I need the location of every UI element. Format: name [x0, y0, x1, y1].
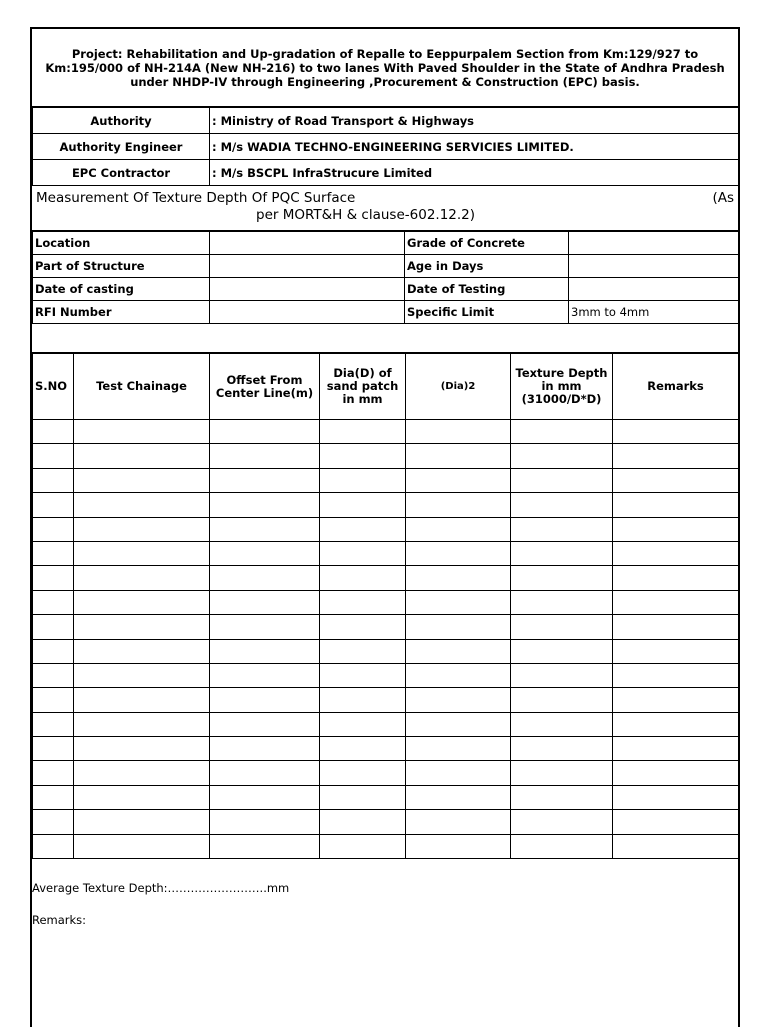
table-cell[interactable] [210, 761, 320, 785]
info-label: Age in Days [405, 255, 569, 278]
form-sheet [30, 27, 740, 1027]
table-cell[interactable] [406, 468, 511, 492]
table-cell[interactable] [210, 639, 320, 663]
table-row [33, 810, 739, 834]
table-cell[interactable] [210, 444, 320, 468]
table-cell[interactable] [210, 420, 320, 444]
table-cell[interactable] [511, 517, 613, 541]
table-cell[interactable] [511, 712, 613, 736]
table-row [33, 566, 739, 590]
table-cell[interactable] [613, 444, 739, 468]
org-key: EPC Contractor [33, 160, 210, 186]
table-cell[interactable] [613, 566, 739, 590]
info-row [33, 232, 739, 255]
table-cell[interactable] [320, 493, 406, 517]
info-label: Date of casting [33, 278, 210, 301]
table-row [33, 493, 739, 517]
info-table [32, 231, 739, 324]
table-cell[interactable] [33, 834, 74, 858]
table-cell[interactable] [33, 663, 74, 687]
info-value-field[interactable] [210, 301, 405, 324]
remarks-label: Remarks: [32, 913, 87, 927]
table-cell[interactable] [74, 663, 210, 687]
heading-as: (As [712, 190, 734, 206]
info-label: RFI Number [33, 301, 210, 324]
info-label: Grade of Concrete [405, 232, 569, 255]
table-cell[interactable] [320, 444, 406, 468]
org-value: : M/s BSCPL InfraStrucure Limited [210, 160, 739, 186]
measurement-table [32, 353, 739, 859]
col-header-remarks: Remarks [613, 354, 739, 420]
table-cell[interactable] [613, 468, 739, 492]
org-row-authority-engineer [33, 134, 739, 160]
table-cell[interactable] [33, 590, 74, 614]
table-cell[interactable] [511, 785, 613, 809]
table-cell[interactable] [33, 785, 74, 809]
table-cell[interactable] [511, 566, 613, 590]
table-cell[interactable] [33, 810, 74, 834]
table-cell[interactable] [511, 590, 613, 614]
col-header-dia: Dia(D) of sand patch in mm [320, 354, 406, 420]
info-value-field[interactable] [569, 232, 739, 255]
table-cell[interactable] [33, 566, 74, 590]
info-label: Part of Structure [33, 255, 210, 278]
col-header-dia-squared: (Dia)2 [406, 354, 511, 420]
table-cell[interactable] [320, 517, 406, 541]
table-cell[interactable] [74, 468, 210, 492]
info-row [33, 301, 739, 324]
info-value-field[interactable] [210, 278, 405, 301]
table-cell[interactable] [511, 663, 613, 687]
org-key: Authority Engineer [33, 134, 210, 160]
table-cell[interactable] [320, 834, 406, 858]
table-cell[interactable] [210, 493, 320, 517]
table-cell[interactable] [210, 566, 320, 590]
heading-title: Measurement Of Texture Depth Of PQC Surface [36, 190, 356, 206]
table-cell[interactable] [210, 785, 320, 809]
table-cell[interactable] [406, 712, 511, 736]
project-text: Project: Rehabilitation and Up-gradation of Repalle to Eeppurpalem Section from Km:129/927 to Km:195/000 of NH-214A (New NH-216) to two lanes With Paved Shoulder in the State of Andhra Pradesh under NHDP-IV through Engineering ,Procurement & Construction (EPC) basis. [45, 46, 725, 89]
table-cell[interactable] [33, 737, 74, 761]
table-cell[interactable] [210, 541, 320, 565]
table-cell[interactable] [406, 785, 511, 809]
info-row [33, 255, 739, 278]
table-row [33, 834, 739, 858]
table-cell[interactable] [33, 615, 74, 639]
table-cell[interactable] [613, 420, 739, 444]
table-cell[interactable] [511, 493, 613, 517]
table-cell[interactable] [33, 639, 74, 663]
table-cell[interactable] [613, 493, 739, 517]
table-cell[interactable] [613, 615, 739, 639]
table-cell[interactable] [320, 663, 406, 687]
col-header-offset: Offset From Center Line(m) [210, 354, 320, 420]
table-cell[interactable] [613, 761, 739, 785]
table-cell[interactable] [406, 615, 511, 639]
table-cell[interactable] [210, 517, 320, 541]
info-value-field[interactable] [569, 278, 739, 301]
organization-table [32, 107, 739, 186]
table-cell[interactable] [406, 493, 511, 517]
specific-limit-value[interactable]: 3mm to 4mm [569, 301, 739, 324]
table-row [33, 468, 739, 492]
table-cell[interactable] [74, 444, 210, 468]
org-key: Authority [33, 108, 210, 134]
col-header-test-chainage: Test Chainage [74, 354, 210, 420]
table-cell[interactable] [406, 761, 511, 785]
table-cell[interactable] [406, 810, 511, 834]
table-cell[interactable] [320, 541, 406, 565]
table-cell[interactable] [210, 737, 320, 761]
table-cell[interactable] [613, 639, 739, 663]
info-value-field[interactable] [210, 255, 405, 278]
table-cell[interactable] [210, 615, 320, 639]
measurement-body [33, 420, 739, 859]
table-cell[interactable] [320, 737, 406, 761]
info-label: Date of Testing [405, 278, 569, 301]
table-cell[interactable] [406, 566, 511, 590]
table-cell[interactable] [74, 785, 210, 809]
table-cell[interactable] [320, 615, 406, 639]
table-cell[interactable] [406, 517, 511, 541]
table-cell[interactable] [511, 541, 613, 565]
table-cell[interactable] [511, 688, 613, 712]
table-row [33, 639, 739, 663]
table-cell[interactable] [511, 444, 613, 468]
table-cell[interactable] [74, 615, 210, 639]
table-cell[interactable] [210, 468, 320, 492]
table-row [33, 688, 739, 712]
table-cell[interactable] [511, 761, 613, 785]
table-cell[interactable] [613, 517, 739, 541]
table-cell[interactable] [320, 468, 406, 492]
table-row [33, 712, 739, 736]
table-cell[interactable] [210, 590, 320, 614]
org-value: : M/s WADIA TECHNO-ENGINEERING SERVICIES LIMITED. [210, 134, 739, 160]
table-cell[interactable] [613, 688, 739, 712]
table-cell[interactable] [210, 663, 320, 687]
table-cell[interactable] [210, 688, 320, 712]
table-cell[interactable] [406, 590, 511, 614]
table-cell[interactable] [210, 834, 320, 858]
table-cell[interactable] [33, 517, 74, 541]
table-cell[interactable] [406, 541, 511, 565]
project-description [32, 29, 738, 107]
col-header-sno: S.NO [33, 354, 74, 420]
table-cell[interactable] [511, 615, 613, 639]
table-cell[interactable] [511, 810, 613, 834]
info-label: Specific Limit [405, 301, 569, 324]
table-cell[interactable] [613, 663, 739, 687]
table-cell[interactable] [33, 688, 74, 712]
table-row [33, 420, 739, 444]
table-cell[interactable] [320, 785, 406, 809]
table-cell[interactable] [613, 785, 739, 809]
table-cell[interactable] [74, 834, 210, 858]
spacer-band [32, 323, 738, 353]
table-cell[interactable] [406, 688, 511, 712]
table-row [33, 541, 739, 565]
table-row [33, 590, 739, 614]
org-row-authority [33, 108, 739, 134]
table-cell[interactable] [74, 590, 210, 614]
info-label: Location [33, 232, 210, 255]
table-cell[interactable] [613, 737, 739, 761]
table-cell[interactable] [320, 761, 406, 785]
table-cell[interactable] [33, 420, 74, 444]
table-cell[interactable] [33, 468, 74, 492]
table-cell[interactable] [406, 737, 511, 761]
info-value-field[interactable] [569, 255, 739, 278]
measurement-header-row [33, 354, 739, 420]
table-cell[interactable] [74, 810, 210, 834]
info-row [33, 278, 739, 301]
table-cell[interactable] [33, 712, 74, 736]
table-cell[interactable] [74, 566, 210, 590]
table-row [33, 737, 739, 761]
table-cell[interactable] [74, 761, 210, 785]
table-cell[interactable] [320, 639, 406, 663]
table-cell[interactable] [74, 712, 210, 736]
table-cell[interactable] [511, 737, 613, 761]
table-cell[interactable] [74, 639, 210, 663]
table-cell[interactable] [74, 493, 210, 517]
table-cell[interactable] [210, 712, 320, 736]
table-row [33, 761, 739, 785]
table-cell[interactable] [74, 517, 210, 541]
table-cell[interactable] [320, 688, 406, 712]
table-cell[interactable] [406, 420, 511, 444]
table-cell[interactable] [406, 663, 511, 687]
table-cell[interactable] [320, 810, 406, 834]
table-cell[interactable] [74, 737, 210, 761]
table-cell[interactable] [511, 639, 613, 663]
table-cell[interactable] [613, 810, 739, 834]
table-cell[interactable] [74, 420, 210, 444]
table-cell[interactable] [511, 420, 613, 444]
table-row [33, 663, 739, 687]
table-cell[interactable] [511, 468, 613, 492]
table-cell[interactable] [33, 444, 74, 468]
table-cell[interactable] [406, 444, 511, 468]
table-cell[interactable] [210, 810, 320, 834]
table-cell[interactable] [406, 639, 511, 663]
average-texture-depth: Average Texture Depth:……………………..mm [32, 881, 290, 895]
table-cell[interactable] [74, 541, 210, 565]
col-header-texture-depth: Texture Depth in mm (31000/D*D) [511, 354, 613, 420]
table-cell[interactable] [320, 420, 406, 444]
table-cell[interactable] [613, 712, 739, 736]
table-cell[interactable] [33, 493, 74, 517]
table-cell[interactable] [511, 834, 613, 858]
table-cell[interactable] [33, 761, 74, 785]
form-heading [32, 182, 738, 231]
table-row [33, 517, 739, 541]
table-row [33, 785, 739, 809]
info-value-field[interactable] [210, 232, 405, 255]
table-cell[interactable] [613, 541, 739, 565]
org-value: : Ministry of Road Transport & Highways [210, 108, 739, 134]
table-row [33, 444, 739, 468]
table-cell[interactable] [613, 590, 739, 614]
table-cell[interactable] [320, 590, 406, 614]
heading-subtitle: per MORT&H & clause-602.12.2) [256, 207, 476, 223]
table-cell[interactable] [320, 712, 406, 736]
table-cell[interactable] [74, 688, 210, 712]
table-cell[interactable] [33, 541, 74, 565]
table-cell[interactable] [320, 566, 406, 590]
table-cell[interactable] [613, 834, 739, 858]
table-row [33, 615, 739, 639]
table-cell[interactable] [406, 834, 511, 858]
